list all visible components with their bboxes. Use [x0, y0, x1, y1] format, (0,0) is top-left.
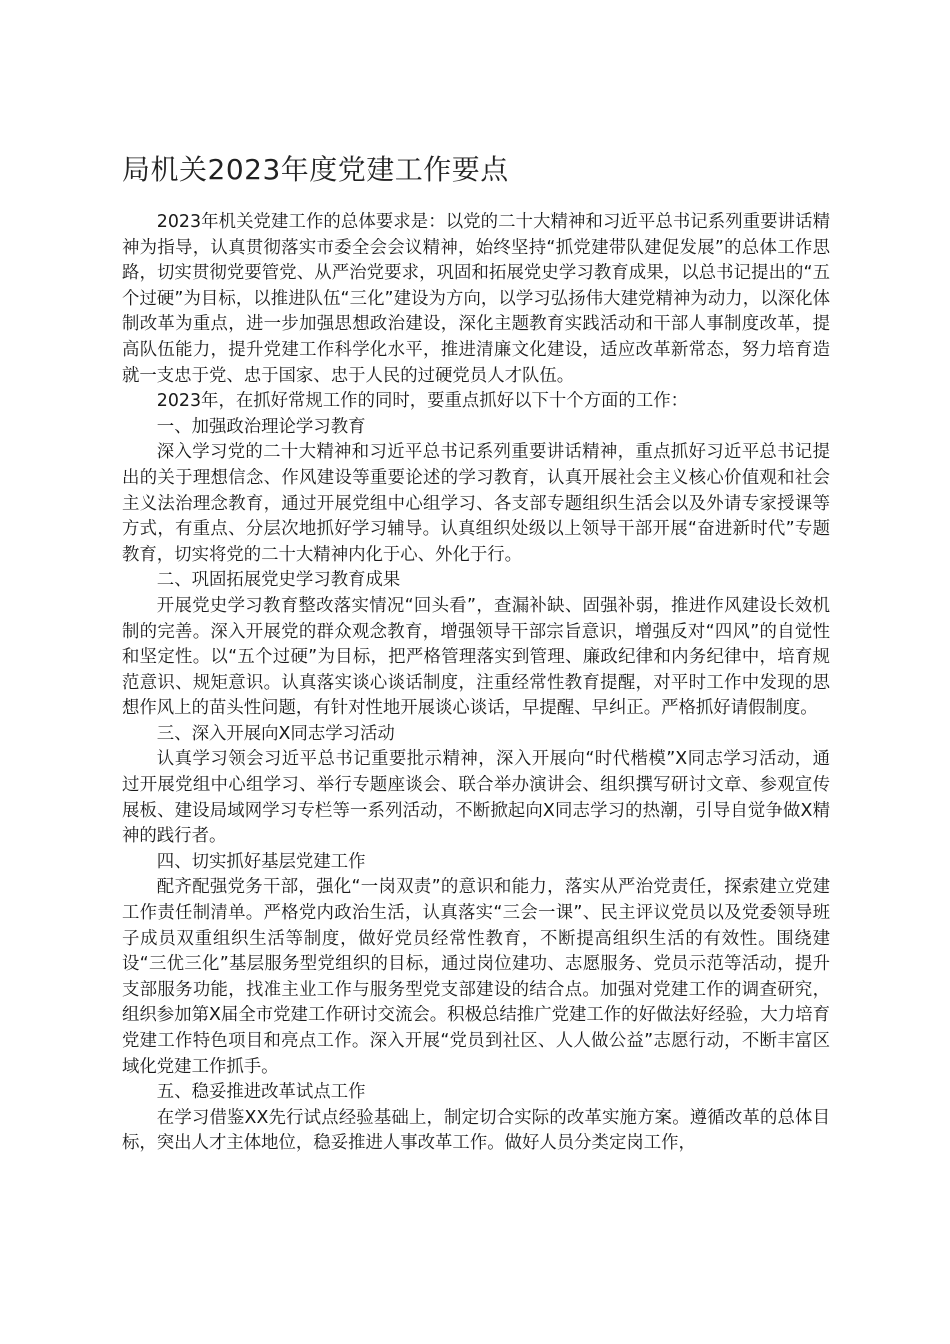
section-heading-4: 四、切实抓好基层党建工作: [156, 851, 366, 872]
section-heading-3: 三、深入开展向X同志学习活动: [156, 723, 395, 744]
section-heading-2: 二、巩固拓展党史学习教育成果: [156, 570, 401, 591]
section-text-4: 配齐配强党务干部，强化“一岗双责”的意识和能力，落实从严治党责任，探索建立党建工作责任制清单。严格党内政治生活，认真落实“三会一课”、民主评议党员以及党委领导班子成员双重组织生活等制度，做好党员经常性教育，不断提高组织生活的有效性。围绕建设“三优三化”基层服务型党组织的目标，通过岗位建功、志愿服务、党员示范等活动，提升支部服务功能，找准主业工作与服务型党支部建设的结合点。加强对党建工作的调查研究，组织参加第X届全市党建工作研讨交流会。积极总结推广党建工作的好做法好经验，大力培育党建工作特色项目和亮点工作。深入开展“党员到社区、人人做公益”志愿行动，不断丰富区域化党建工作抓手。: [122, 877, 830, 1077]
lead-paragraph: 2023年，在抓好常规工作的同时，要重点抓好以下十个方面的工作：: [156, 391, 688, 412]
section-text-3: 认真学习领会习近平总书记重要批示精神，深入开展向“时代楷模”X同志学习活动，通过开展党组中心组学习、举行专题座谈会、联合举办演讲会、组织撰写研讨文章、参观宣传展板、建设局域网学习专栏等一系列活动，不断掀起向X同志学习的热潮，引导自觉争做X精神的践行者。: [122, 749, 830, 847]
section-heading-1: 一、加强政治理论学习教育: [156, 416, 366, 437]
section-text-1: 深入学习党的二十大精神和习近平总书记系列重要讲话精神，重点抓好习近平总书记提出的关于理想信念、作风建设等重要论述的学习教育，认真开展社会主义核心价值观和社会主义法治理念教育，通过开展党组中心组学习、各支部专题组织生活会以及外请专家授课等方式，有重点、分层次地抓好学习辅导。认真组织处级以上领导干部开展“奋进新时代”专题教育，切实将党的二十大精神内化于心、外化于行。: [122, 442, 830, 565]
document-title: 局机关2023年度党建工作要点: [122, 153, 509, 186]
section-heading-5: 五、稳妥推进改革试点工作: [156, 1082, 366, 1103]
document-body: [122, 210, 830, 1157]
section-text-5: 在学习借鉴XX先行试点经验基础上，制定切合实际的改革实施方案。遵循改革的总体目标，突出人才主体地位，稳妥推进人事改革工作。做好人员分类定岗工作，: [122, 1107, 830, 1154]
intro-paragraph: 2023年机关党建工作的总体要求是：以党的二十大精神和习近平总书记系列重要讲话精神为指导，认真贯彻落实市委全会会议精神，始终坚持“抓党建带队建促发展”的总体工作思路，切实贯彻党要管党、从严治党要求，巩固和拓展党史学习教育成果，以总书记提出的“五个过硬”为目标，以推进队伍“三化”建设为方向，以学习弘扬伟大建党精神为动力，以深化体制改革为重点，进一步加强思想政治建设，深化主题教育实践活动和干部人事制度改革，提高队伍能力，提升党建工作科学化水平，推进清廉文化建设，适应改革新常态，努力培育造就一支忠于党、忠于国家、忠于人民的过硬党员人才队伍。: [122, 212, 830, 386]
section-text-2: 开展党史学习教育整改落实情况“回头看”，查漏补缺、固强补弱，推进作风建设长效机制的完善。深入开展党的群众观念教育，增强领导干部宗旨意识，增强反对“四风”的自觉性和坚定性。以“五个过硬”为目标，把严格管理落实到管理、廉政纪律和内务纪律中，培育规范意识、规矩意识。认真落实谈心谈话制度，注重经常性教育提醒，对平时工作中发现的思想作风上的苗头性问题，有针对性地开展谈心谈话，早提醒、早纠正。严格抓好请假制度。: [122, 595, 830, 719]
document-page: [122, 150, 830, 1157]
